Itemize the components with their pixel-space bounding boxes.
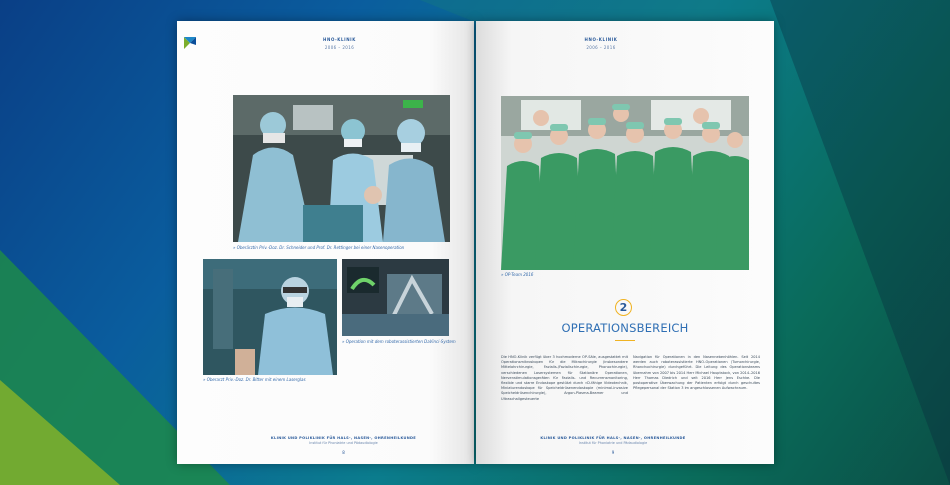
footer-subtitle: Institut für Phoniatrie und Pädaudiologie bbox=[309, 441, 378, 445]
background-shape bbox=[0, 380, 120, 485]
header-kicker: HNO-KLINIK bbox=[323, 37, 356, 42]
brochure-right-page bbox=[476, 21, 774, 464]
header-kicker: HNO-KLINIK bbox=[584, 37, 618, 42]
photo-surgeons-nasal-operation bbox=[233, 95, 450, 242]
section-number-badge: 2 bbox=[615, 299, 632, 316]
photo-davinci-system bbox=[342, 259, 449, 336]
footer-title: KLINIK UND POLIKLINIK FÜR HALS-, NASEN-, OHRENHEILKUNDE bbox=[270, 436, 417, 440]
photo-caption: » Oberärztin Priv.-Doz. Dr. Schneider und Prof. Dr. Rettinger bei einer Nasenoperation bbox=[233, 245, 405, 250]
body-text-column-left: Die HNO-Klinik verfügt über 3 hochmoderne OP-Säle, ausgestattet mit Operationsmikroskopen für die Mikrochirurgie (insbesondere Mittelohrchirurgie, Fazialis-/Fazialischirurgie, Phonochirurgie), verschiedenen Lasersystemen für Stationäre Operationen, Nervenstimulationsgeräten für Fazialis- und Recurrensmonitoring, flexible und starre Endoskope gestützt durch »D-fähige Videotechnik, Miniaturendoskope für Speicheldrüsenendoskopie (minimal-invasive Speicheldrüsenchirurgie), Argon-Plasma-Beamer und Ultraschallgesteuerte bbox=[501, 355, 628, 401]
footer-subtitle: Institut für Phoniatrie und Pädaudiologie bbox=[578, 441, 648, 445]
photo-caption: » Oberarzt Priv.-Doz. Dr. Bitter mit einem Laserglas bbox=[203, 377, 306, 382]
section-divider bbox=[615, 340, 635, 341]
page-number: 9 bbox=[611, 450, 615, 455]
photo-surgeon-laser-glasses bbox=[203, 259, 337, 375]
page-number: 8 bbox=[342, 450, 345, 455]
brochure-left-page bbox=[177, 21, 474, 464]
header-years: 2006 – 2016 bbox=[586, 45, 616, 50]
footer-title: KLINIK UND POLIKLINIK FÜR HALS-, NASEN-, OHRENHEILKUNDE bbox=[540, 436, 686, 440]
background-shape bbox=[770, 0, 950, 485]
photo-caption: » OP-Team 2016 bbox=[501, 272, 534, 277]
photo-op-team bbox=[501, 96, 749, 270]
body-text-column-right: Navigation für Operationen in den Nasennebenhöhlen. Seit 2014 werden auch roboterassistierte HNO-Operationen (Tumorchirurgie, Rhonchochirurgie) durchgeführt. Die Leitung des Operationsteams übernahm von 2007 bis 2014 Herr Michael Hauptstock, von 2014–2016 Herr Thomas Diedrich und seit 2016 Herr Jens Eschke. Die postoperative Überwachung der Patienten erfolgt durch geschultes Pflegepersonal der Station 3 im angeschlossenen Aufwachraum. bbox=[633, 355, 760, 391]
header-years: 2006 – 2016 bbox=[324, 45, 355, 50]
photo-caption: » Operation mit dem roboterassistierten DaVinci-System bbox=[342, 339, 456, 344]
section-title: OPERATIONSBEREICH bbox=[561, 321, 689, 335]
